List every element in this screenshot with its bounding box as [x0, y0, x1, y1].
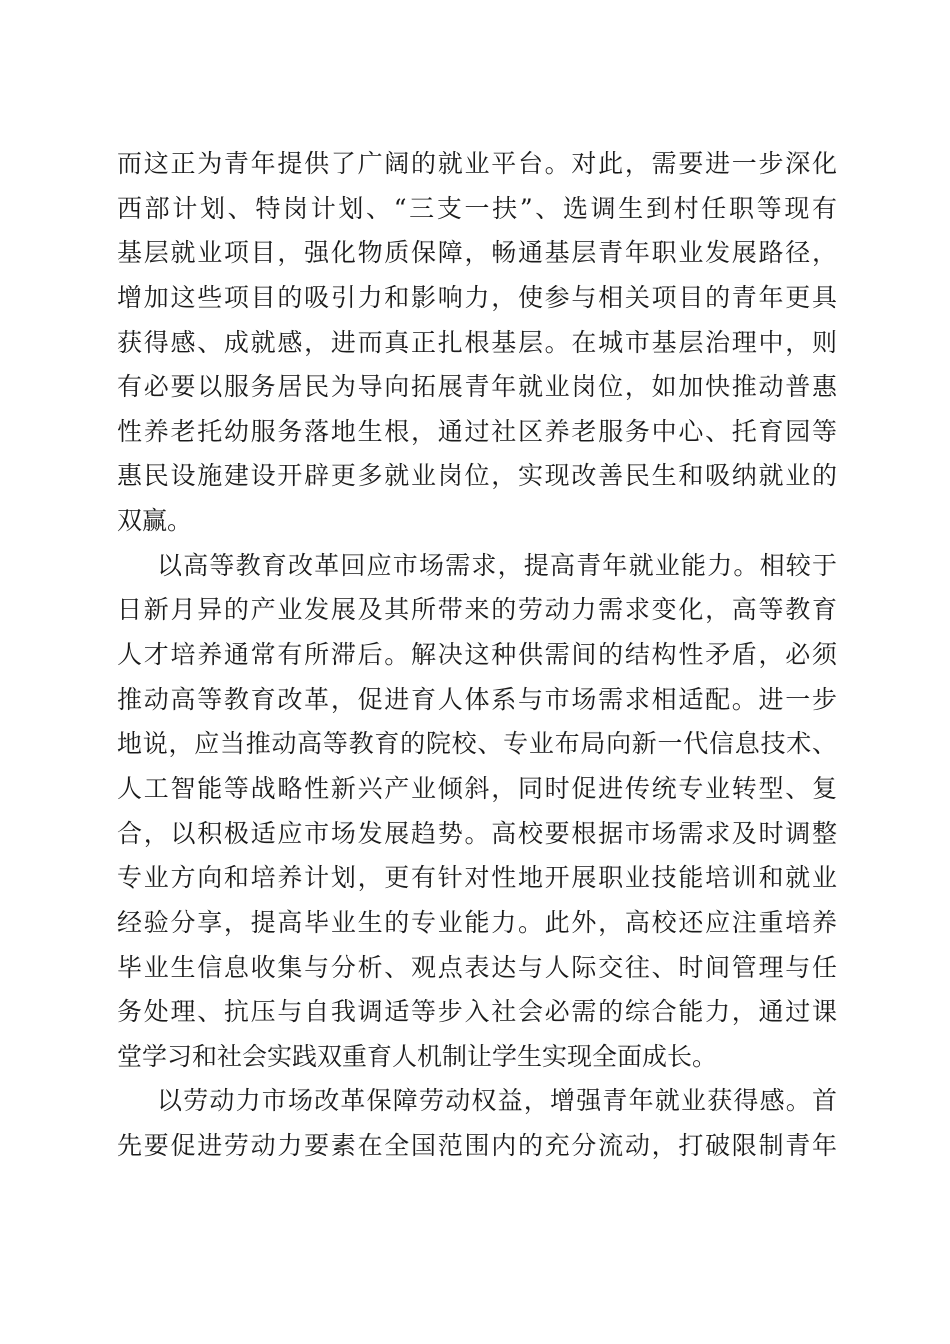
text-line: 推动高等教育改革，促进育人体系与市场需求相适配。进一步: [117, 684, 837, 714]
text-line: 人工智能等战略性新兴产业倾斜，同时促进传统专业转型、复: [117, 773, 837, 803]
text-line: 日新月异的产业发展及其所带来的劳动力需求变化，高等教育: [117, 595, 837, 625]
text-line: 堂学习和社会实践双重育人机制让学生实现全面成长。: [117, 1041, 718, 1071]
paragraph-3: [117, 1079, 837, 1168]
paragraph-2: [117, 544, 837, 1080]
text-line: 而这正为青年提供了广阔的就业平台。对此，需要进一步深化: [117, 149, 837, 178]
text-line: 专业方向和培养计划，更有针对性地开展职业技能培训和就业: [117, 863, 837, 893]
text-line: 务处理、抗压与自我调适等步入社会必需的综合能力，通过课: [117, 997, 837, 1027]
text-line: 以劳动力市场改革保障劳动权益，增强青年就业获得感。首: [157, 1086, 837, 1116]
text-line: 合，以积极适应市场发展趋势。高校要根据市场需求及时调整: [117, 818, 837, 848]
text-line: 地说，应当推动高等教育的院校、专业布局向新一代信息技术、: [117, 729, 837, 759]
text-line: 性养老托幼服务落地生根，通过社区养老服务中心、托育园等: [117, 416, 837, 446]
text-line: 惠民设施建设开辟更多就业岗位，实现改善民生和吸纳就业的: [117, 461, 837, 491]
text-line: 获得感、成就感，进而真正扎根基层。在城市基层治理中，则: [117, 327, 837, 357]
text-line: 双赢。: [117, 506, 193, 536]
text-line: 西部计划、特岗计划、“三支一扶”、选调生到村任职等现有: [117, 193, 837, 223]
body-text: [117, 142, 837, 1169]
text-line: 基层就业项目，强化物质保障，畅通基层青年职业发展路径，: [117, 238, 837, 268]
text-line: 增加这些项目的吸引力和影响力，使参与相关项目的青年更具: [117, 282, 837, 312]
paragraph-1: [117, 142, 837, 544]
text-line: 有必要以服务居民为导向拓展青年就业岗位，如加快推动普惠: [117, 372, 837, 402]
text-line: 以高等教育改革回应市场需求，提高青年就业能力。相较于: [157, 550, 837, 580]
text-line: 毕业生信息收集与分析、观点表达与人际交往、时间管理与任: [117, 952, 837, 982]
text-line: 人才培养通常有所滞后。解决这种供需间的结构性矛盾，必须: [117, 640, 837, 670]
text-line: 先要促进劳动力要素在全国范围内的充分流动，打破限制青年: [117, 1131, 837, 1161]
text-line: 经验分享，提高毕业生的专业能力。此外，高校还应注重培养: [117, 907, 837, 937]
